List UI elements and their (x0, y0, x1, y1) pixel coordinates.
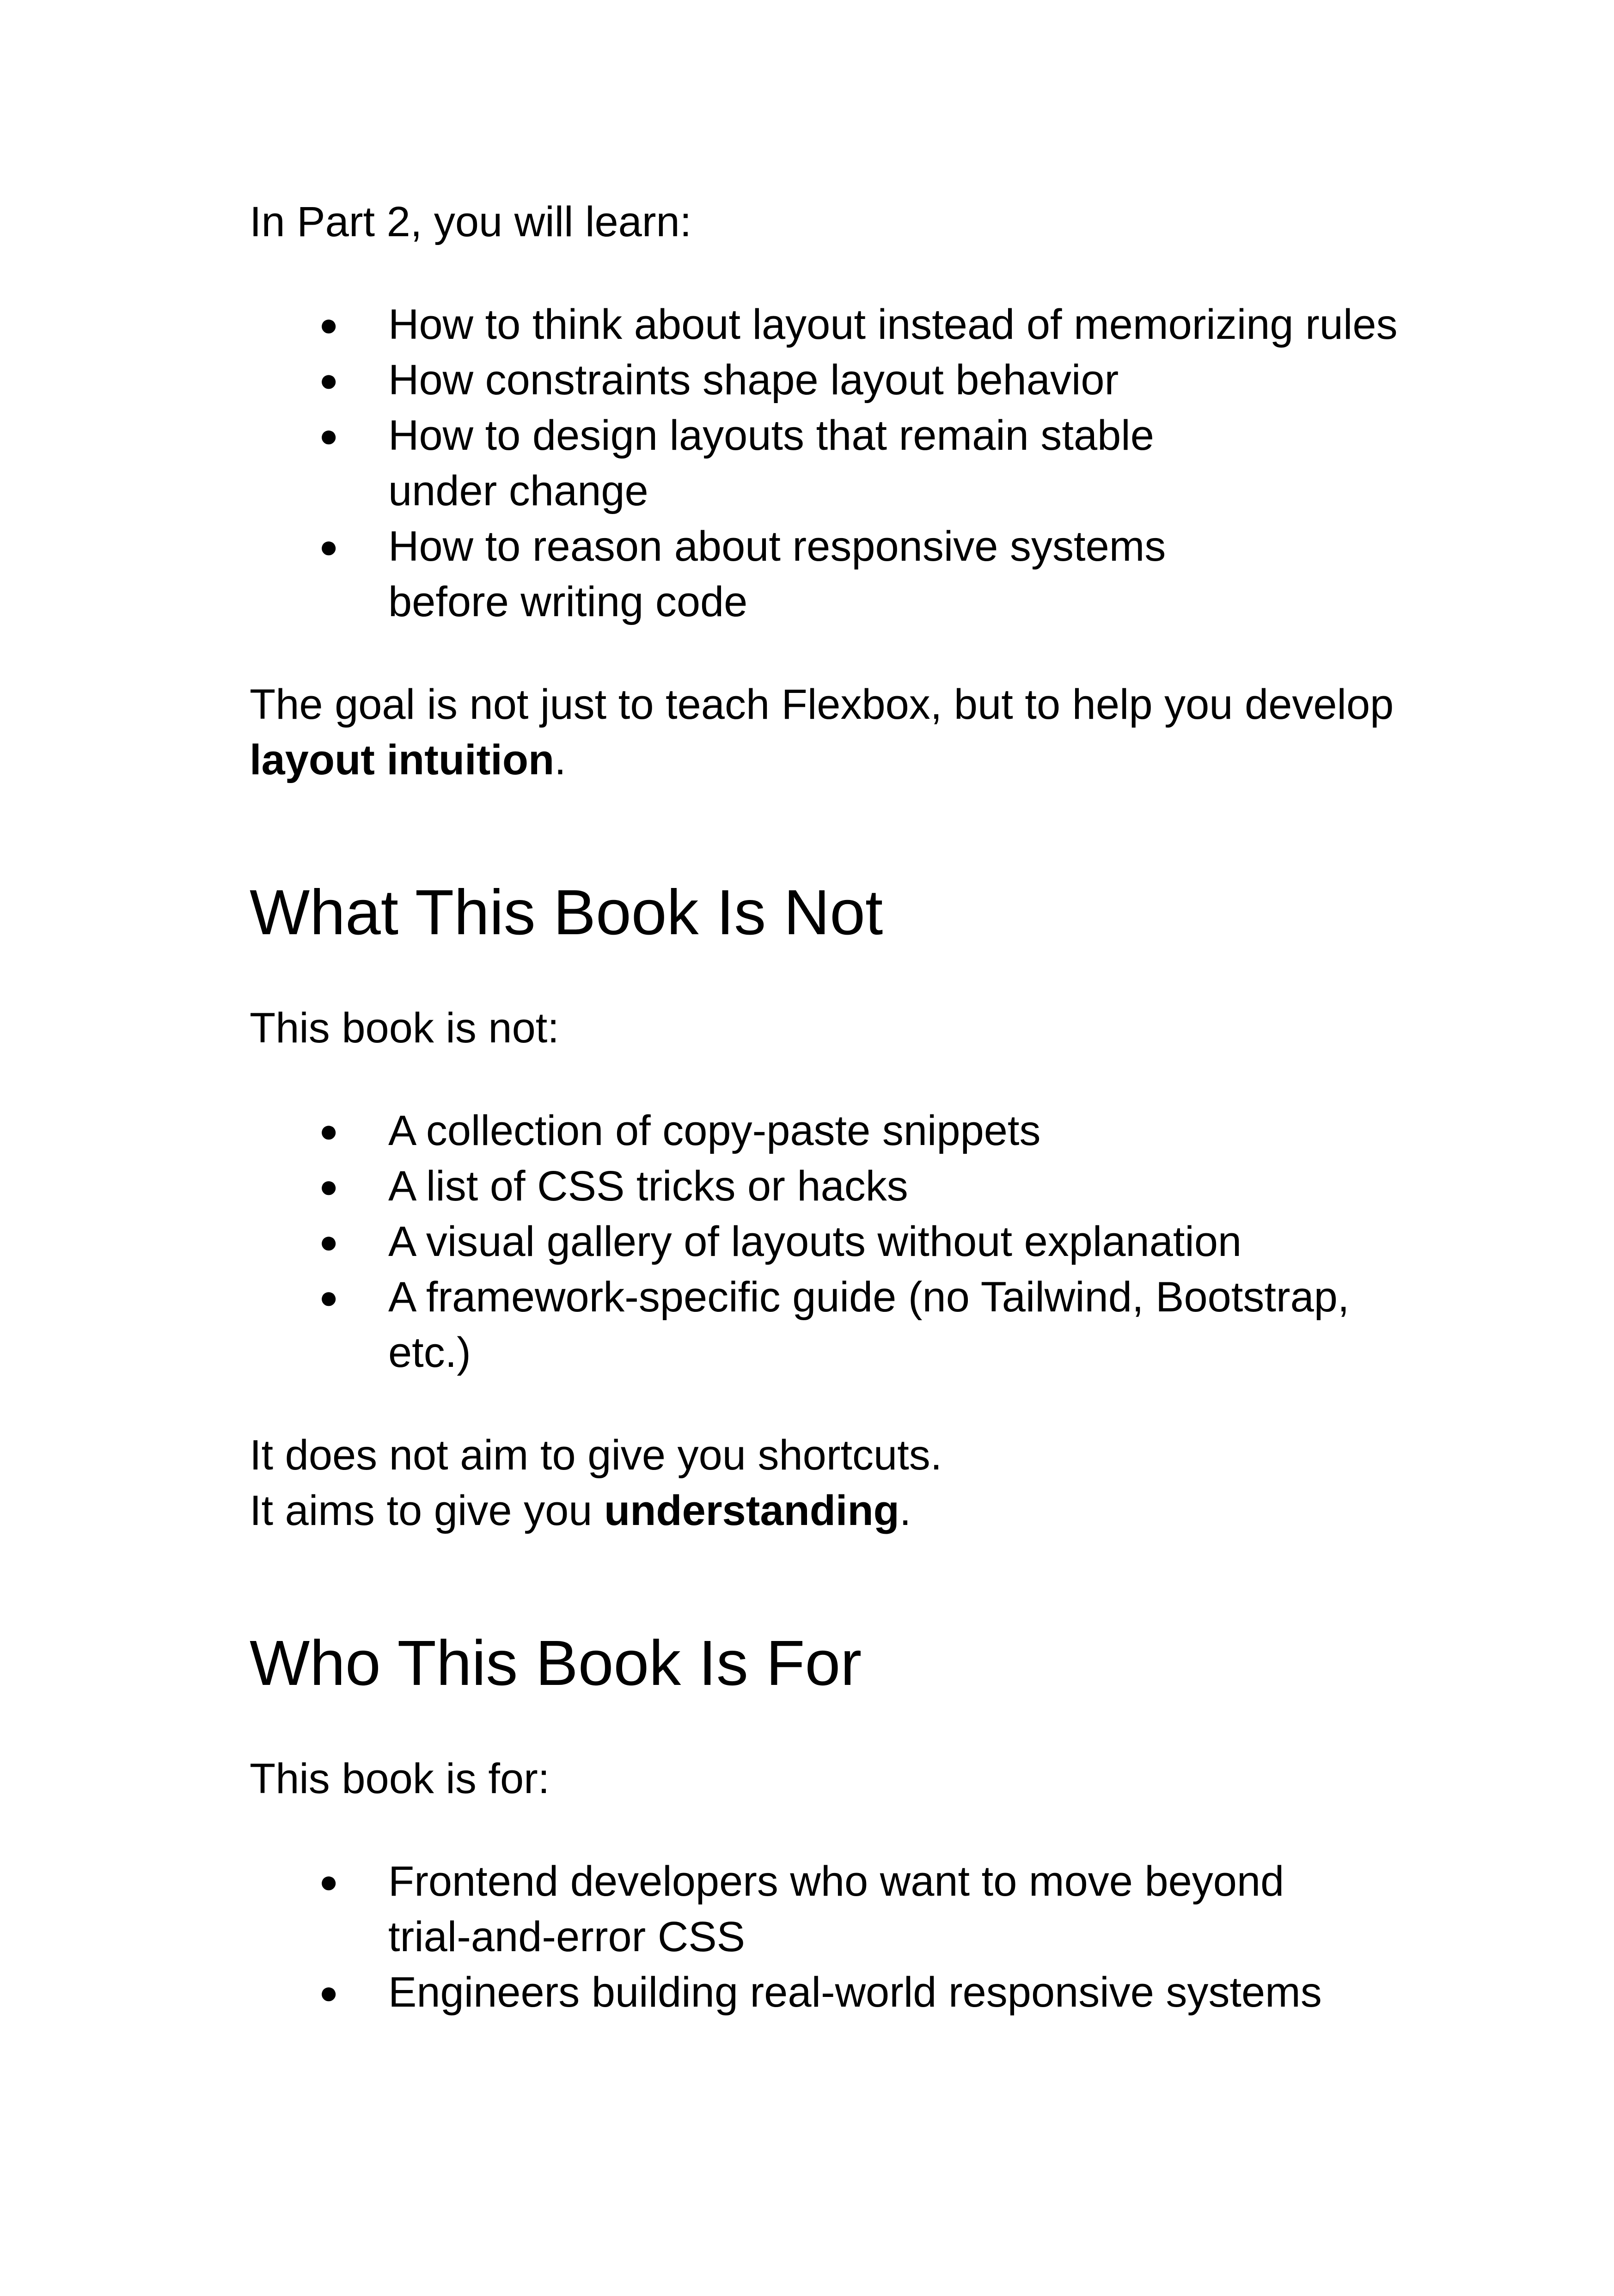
bullet-icon: ● (319, 1974, 339, 2010)
list-item: ● Frontend developers who want to move beyond trial-and-error CSS (250, 1854, 1359, 1965)
goal-paragraph: The goal is not just to teach Flexbox, but to help you develop layout intuition. (250, 681, 1394, 784)
list-item: ● How to design layouts that remain stable under change (250, 408, 1243, 519)
goal-emphasis: layout intuition (250, 736, 555, 784)
bullet-icon: ● (319, 306, 339, 343)
intro-bullet-list (250, 297, 1405, 630)
for-lead: This book is for: (250, 1755, 550, 1802)
not-lead: This book is not: (250, 1004, 559, 1052)
bullet-icon: ● (319, 528, 339, 564)
document-page (250, 194, 1405, 2020)
list-item: ● How constraints shape layout behavior (250, 352, 1428, 408)
list-item: ● A list of CSS tricks or hacks (250, 1158, 1405, 1214)
bullet-icon: ● (319, 1113, 339, 1149)
list-item: ● A collection of copy-paste snippets (250, 1103, 1405, 1158)
understanding-emphasis: understanding (604, 1487, 899, 1534)
bullet-icon: ● (319, 1863, 339, 1899)
not-closing-line-1: It does not aim to give you shortcuts. (250, 1432, 942, 1479)
list-item: ● How to reason about responsive systems before writing code (250, 519, 1243, 630)
list-item: ● A framework-specific guide (no Tailwind, Bootstrap, etc.) (250, 1269, 1405, 1380)
heading-what-not: What This Book Is Not (250, 877, 883, 948)
heading-who-for: Who This Book Is For (250, 1628, 862, 1699)
bullet-icon: ● (319, 362, 339, 398)
list-item: ● A visual gallery of layouts without explanation (250, 1214, 1405, 1269)
not-closing-line-2: It aims to give you understanding. (250, 1487, 911, 1534)
intro-lead: In Part 2, you will learn: (250, 198, 692, 245)
list-item: ● Engineers building real-world responsive systems (250, 1965, 1451, 2020)
for-bullet-list (250, 1854, 1405, 2020)
bullet-icon: ● (319, 1279, 339, 1315)
not-bullet-list (250, 1103, 1405, 1380)
bullet-icon: ● (319, 1168, 339, 1204)
list-item: ● How to think about layout instead of memorizing rules (250, 297, 1428, 352)
bullet-icon: ● (319, 1224, 339, 1260)
bullet-icon: ● (319, 417, 339, 453)
